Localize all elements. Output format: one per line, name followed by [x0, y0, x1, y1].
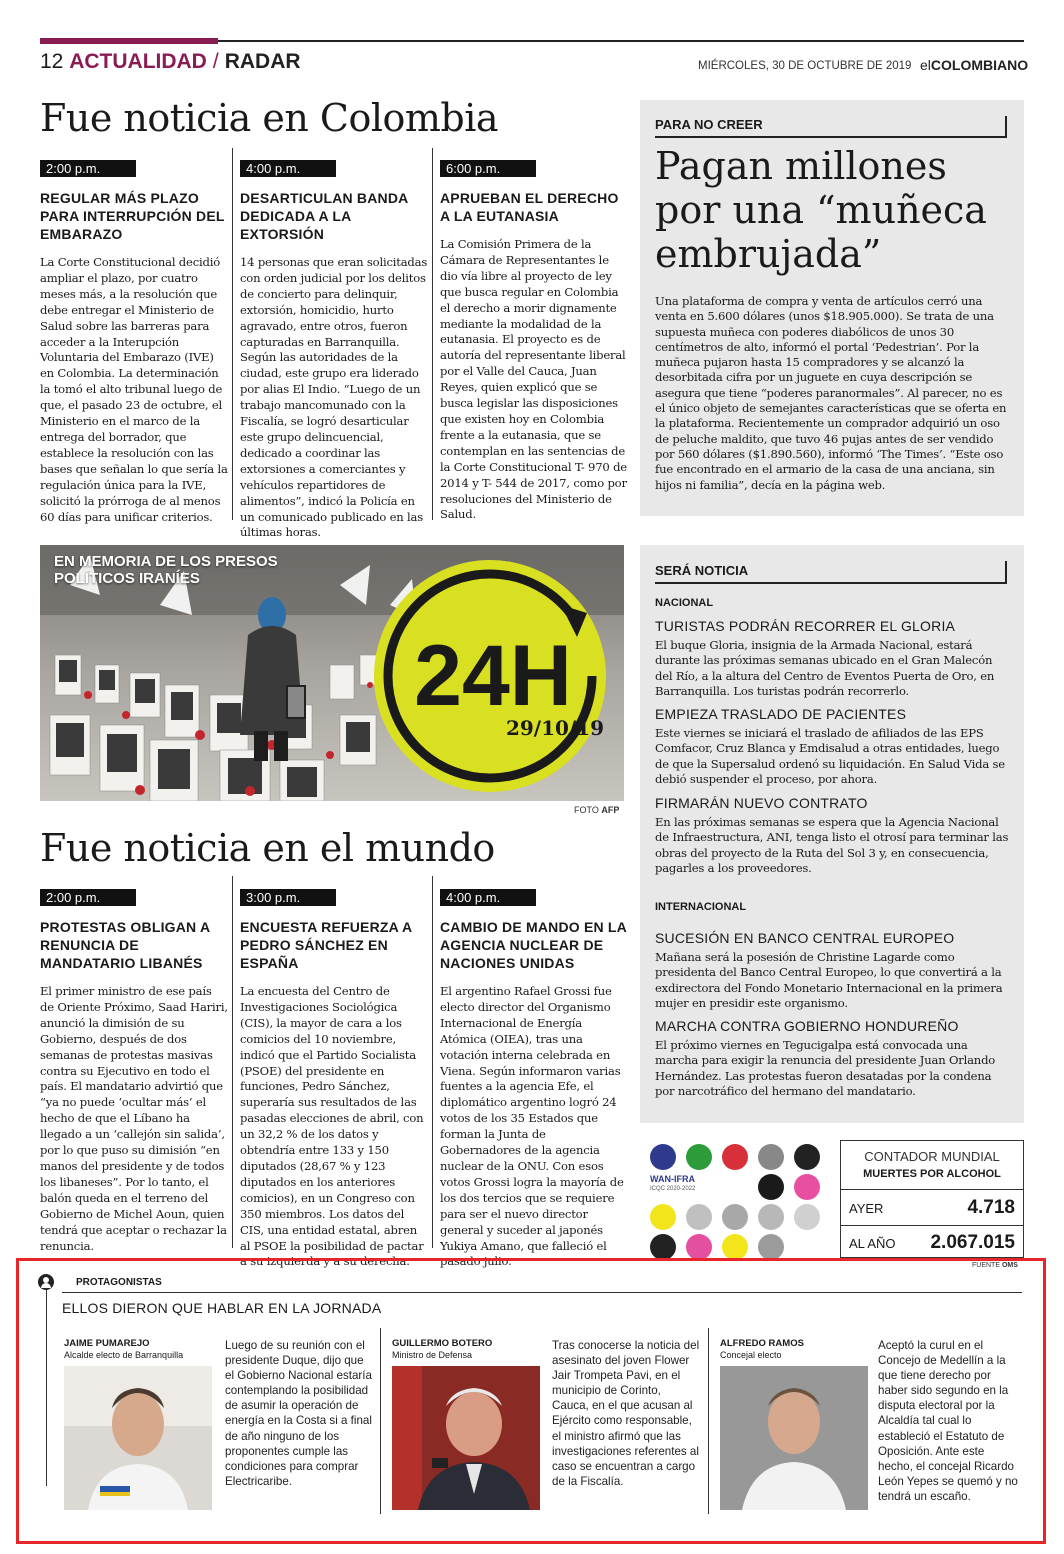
contador-rule	[841, 1225, 1023, 1226]
protagonistas-rule	[62, 1292, 1022, 1293]
24h-badge	[365, 545, 624, 801]
protagonist-role: Alcalde electo de Barranquilla	[64, 1350, 184, 1360]
item-body: El argentino Rafael Grossi fue electo director del Organismo Internacional de Energía Atómica (OIEA), tras una votación interna celebrada en Viena. Según informaron varias fuentes a la agencia Efe, el diplomático argentino logró 24 votos de los 35 Estados que forman la Junta de Gobernadores de la agencia nuclear de la ONU. Con esos votos Grossi logra la mayoría de los dos tercios que se requiere para ser el nuevo director general y suceder al japonés Yukiya Amano, que falleció el pasado julio.	[440, 984, 624, 1269]
color-swatch	[758, 1204, 784, 1230]
colombia-title: Fue noticia en Colombia	[40, 96, 499, 140]
contador-row-value: 4.718	[967, 1197, 1015, 1218]
protagonist-photo	[64, 1366, 212, 1510]
wan-ifra-sub: ICQC 2020-2022	[650, 1186, 696, 1192]
sera-noticia-label: SERÁ NOTICIA	[655, 563, 749, 578]
color-swatch	[794, 1204, 820, 1230]
protagonist-role: Concejal electo	[720, 1350, 782, 1360]
item-body: 14 personas que eran solicitadas con orden judicial por los delitos de concierto para delinquir, extorsión, homicidio, hurto agravado, entre otros, fueron capturadas en Barranquilla. Según las autoridades de la ciudad, este grupo era liderado por alias El Indio. “Luego de un trabajo mancomunado con la Fiscalía, se logró desarticular este grupo delincuencial, dedicado a coordinar las extorsiones a comerciantes y vehículos repartidores de alimentos”, indicó la Policía en un comunicado publicado en las últimas horas.	[240, 255, 428, 540]
wan-ifra-logo: WAN-IFRA	[650, 1174, 695, 1184]
nacional-headline-2: EMPIEZA TRASLADO DE PACIENTES	[655, 706, 907, 722]
time-badge: 3:00 p.m.	[240, 889, 336, 906]
dateline: MIÉRCOLES, 30 DE OCTUBRE DE 2019	[698, 60, 912, 72]
contador-box	[840, 1140, 1024, 1258]
time-badge: 4:00 p.m.	[240, 160, 336, 177]
protagonist-text: Aceptó la curul en el Concejo de Medellín a la que tiene derecho por haber sido segundo en la disputa electoral por la Alcaldía tal cual lo estableció el Estatuto de Oposición. Ante este hecho, el concejal Ricardo León Yepes se quemó y no tendrá un escaño.	[878, 1339, 1018, 1503]
header-accent	[40, 38, 218, 44]
protagonistas-title: ELLOS DIERON QUE HABLAR EN LA JORNADA	[62, 1300, 382, 1316]
label-rule	[655, 582, 1007, 584]
section-name: ACTUALIDAD	[69, 50, 207, 73]
photo-caption: EN MEMORIA DE LOS PRESOS POLÍTICOS IRANÍES	[54, 553, 278, 587]
item-headline: PROTESTAS OBLIGAN A RENUNCIA DE MANDATARIO LIBANÉS	[40, 919, 210, 971]
sera-noticia-box	[640, 545, 1024, 1123]
color-swatch	[758, 1234, 784, 1260]
protagonist-text: Luego de su reunión con el presidente Duque, dijo que el Gobierno Nacional estaría contemplando la posibilidad de asumir la operación de energía en la Costa si a final de año ninguno de los proponentes cumple las condiciones para comprar Electricaribe.	[225, 1339, 372, 1488]
color-swatch	[650, 1204, 676, 1230]
item-headline: REGULAR MÁS PLAZO PARA INTERRUPCIÓN DEL EMBARAZO	[40, 190, 225, 242]
color-swatch	[722, 1234, 748, 1260]
badge-label: 24H	[414, 628, 572, 724]
protagonist-role: Ministro de Defensa	[392, 1350, 473, 1360]
item-body: La Comisión Primera de la Cámara de Representantes le dio vía libre al proyecto de ley que busca regular en Colombia el derecho a morir dignamente mediante la modalidad de la eutanasia. El proyecto es de autoría del representante liberal por el Valle del Cauca, Juan Reyes, quien explicó que se busca legislar las disposiciones que existen hoy en Colombia frente a la eutanasia, que se contemplan en las sentencias de la Corte Constitucional T- 970 de 2014 y T- 544 de 2017, como por resoluciones del Ministerio de Salud.	[440, 237, 627, 522]
column-divider	[432, 148, 433, 520]
mundo-item-3	[440, 887, 628, 1270]
item-body: El primer ministro de ese país de Oriente Próximo, Saad Hariri, anunció la dimisión de su Gobierno, después de dos semanas de protestas masivas contra su Ejecutivo en todo el país. El mandatario advirtió que “ya no puede ‘ocultar más’ el hecho de que el Líbano ha llegado a un ‘callejón sin salida’, por lo que puso su dimisión “en manos del presidente y de todos los libaneses”. Por lo tanto, el balón queda en el terreno del Gobierno de Michel Aoun, quien tendrá que aceptar o rechazar la renuncia.	[40, 984, 228, 1253]
section-header	[40, 50, 301, 74]
color-swatch	[650, 1234, 676, 1260]
item-headline: DESARTICULAN BANDA DEDICADA A LA EXTORSIÓN	[240, 190, 408, 242]
badge-date: 29/10/19	[505, 716, 605, 740]
colombia-item-3	[440, 158, 628, 523]
contador-title: CONTADOR MUNDIAL	[864, 1149, 1000, 1164]
contador-rule	[841, 1189, 1023, 1190]
para-no-creer-box	[640, 100, 1024, 516]
protagonist-photo	[392, 1366, 540, 1510]
color-swatch	[722, 1144, 748, 1170]
person-icon	[38, 1274, 54, 1290]
item-body: La Corte Constitucional decidió ampliar el plazo, por cuatro meses más, a la resolución que debe entregar el Ministerio de Salud sobre las barreras para acceder a la Interupción Voluntaria del Embarazo (IVE) en Colombia. La determinación la tomó el alto tribunal luego de que, el pasado 23 de octubre, el Ministerio en el marco de la entrega del borrador, que establece la resolución con las bases que señalan lo que sería la regulación única para la IVE, solicitó la prórroga de al menos 60 días para unificar criterios.	[40, 255, 228, 524]
protagonistas-vline	[46, 1290, 47, 1486]
nacional-body-3: En las próximas semanas se espera que la Agencia Nacional de Infraestructura, ANI, tenga listo el otrosí para terminar las obras del proyecto de la Ruta del Sol 3 y, en consecuencia, pagarles a los proveedores.	[655, 815, 1009, 875]
color-swatch	[686, 1144, 712, 1170]
para-no-creer-title: Pagan millones por una “muñeca embrujada”	[655, 144, 987, 276]
colombia-item-1	[40, 158, 228, 525]
color-control-bar	[646, 1142, 832, 1260]
time-badge: 6:00 p.m.	[440, 160, 536, 177]
internacional-label: INTERNACIONAL	[655, 901, 747, 913]
nacional-body-2: Este viernes se iniciará el traslado de afiliados de las EPS Comfacor, Cruz Blanca y Emdisalud a otras entidades, luego de que la Supersalud ordenó su liquidación. En Salud Vida se debió suspender el proceso, por ahora.	[655, 726, 1005, 786]
contador-row-value: 2.067.015	[930, 1232, 1015, 1253]
item-headline: ENCUESTA REFUERZA A PEDRO SÁNCHEZ EN ESPAÑA	[240, 919, 412, 971]
item-headline: APRUEBAN EL DERECHO A LA EUTANASIA	[440, 190, 619, 224]
column-divider	[708, 1328, 709, 1514]
mundo-item-1	[40, 887, 228, 1254]
page-number: 12	[40, 50, 64, 73]
color-swatch	[758, 1144, 784, 1170]
nacional-headline-3: FIRMARÁN NUEVO CONTRATO	[655, 795, 868, 811]
column-divider	[232, 876, 233, 1248]
contador-row-label: AYER	[849, 1201, 884, 1216]
label-tick	[1005, 116, 1007, 138]
label-rule	[655, 136, 1007, 138]
internacional-body-1: Mañana será la posesión de Christine Lagarde como presidenta del Banco Central Europeo, lo que convertirá a la exdirectora del Fondo Monetario Internacional en la primera mujer en presidir este organismo.	[655, 950, 1003, 1010]
color-swatch	[722, 1204, 748, 1230]
para-no-creer-label: PARA NO CREER	[655, 117, 763, 132]
nacional-body-1: El buque Gloria, insignia de la Armada Nacional, estará durante las próximas semanas ubicado en el Gran Malecón del Río, a la altura del Centro de Eventos Puerta de Oro, en Barranquilla. Los turistas podrán recorrerlo.	[655, 638, 995, 698]
colombia-item-2	[240, 158, 428, 541]
mundo-item-2	[240, 887, 428, 1270]
item-body: La encuesta del Centro de Investigaciones Sociológica (CIS), la mayor de cara a los comicios del 10 noviembre, indicó que el Partido Socialista (PSOE) del presidente en funciones, Pedro Sánchez, superaría sus resultados de las pasadas elecciones de abril, con un 32,2 % de los datos y obtendría entre 133 y 150 diputados (28,67 % y 123 diputados en los anteriores comicios), en un Congreso con 350 miembros. Los datos del CIS, una entidad estatal, abren al PSOE la posibilidad de pactar a su izquierda y a su derecha.	[240, 984, 424, 1269]
internacional-headline-2: MARCHA CONTRA GOBIERNO HONDUREÑO	[655, 1018, 959, 1034]
internacional-body-2: El próximo viernes en Tegucigalpa está convocada una marcha para exigir la renuncia del presidente Juan Orlando Hernández. Las protestas fueron desatadas por la condena por narcotráfico del hermano del mandatario.	[655, 1038, 996, 1098]
color-swatch	[794, 1174, 820, 1200]
brand-logo: elCOLOMBIANO	[920, 57, 1029, 73]
color-swatch	[758, 1174, 784, 1200]
section-separator: /	[212, 50, 219, 73]
contador-subtitle: MUERTES POR ALCOHOL	[863, 1168, 1001, 1180]
para-no-creer-body: Una plataforma de compra y venta de artículos cerró una venta en 5.600 dólares (unos $18.905.000). Se trata de una supuesta muñeca con poderes diabólicos de unos 30 centímetros de alto, informó el portal ‘Pedestrian’. Por la muñeca pujaron hasta 15 compradores y se alcanzó la desorbitada cifra por un juguete en cuya descripción se asegura que tiene “poderes paranormales”. Al parecer, no es el único objeto de semejantes características que se oferta en la plataforma. Recientemente un comprador adquirió un oso de peluche maldito, que tuvo 46 pujas antes de ser vendido por 560 dólares ($1.890.560), informó ‘The Times’. “Este oso fue encontrado en el armario de la casa de una anciana, sin hijos ni familia”, decía en la página web.	[655, 294, 1007, 492]
label-tick	[1005, 561, 1007, 584]
time-badge: 2:00 p.m.	[40, 889, 136, 906]
column-divider	[432, 876, 433, 1248]
contador-row-label: AL AÑO	[849, 1236, 896, 1251]
color-swatch	[650, 1144, 676, 1170]
column-divider	[380, 1328, 381, 1514]
nacional-label: NACIONAL	[655, 597, 714, 609]
color-swatch	[686, 1204, 712, 1230]
nacional-headline-1: TURISTAS PODRÁN RECORRER EL GLORIA	[655, 618, 956, 634]
protagonist-name: ALFREDO RAMOS	[720, 1338, 804, 1349]
protagonist-name: JAIME PUMAREJO	[64, 1338, 150, 1349]
photo-credit: FOTO AFP	[574, 805, 620, 815]
column-divider	[232, 148, 233, 520]
subsection-name: RADAR	[224, 50, 301, 73]
item-headline: CAMBIO DE MANDO EN LA AGENCIA NUCLEAR DE NACIONES UNIDAS	[440, 919, 627, 971]
contador-source: FUENTE OMS	[972, 1262, 1018, 1269]
time-badge: 2:00 p.m.	[40, 160, 136, 177]
mundo-title: Fue noticia en el mundo	[40, 826, 495, 870]
color-swatch	[686, 1234, 712, 1260]
protagonist-text: Tras conocerse la noticia del asesinato del joven Flower Jair Trompeta Pavi, en el municipio de Corinto, Cauca, en el que acusan al Ejército como responsable, el ministro afirmó que las investigaciones referentes al caso se encuentran a cargo de la Fiscalía.	[552, 1339, 700, 1488]
color-swatch	[794, 1144, 820, 1170]
news-photo	[40, 545, 624, 801]
protagonist-name: GUILLERMO BOTERO	[392, 1338, 493, 1349]
internacional-headline-1: SUCESIÓN EN BANCO CENTRAL EUROPEO	[655, 930, 955, 946]
time-badge: 4:00 p.m.	[440, 889, 536, 906]
protagonistas-label: PROTAGONISTAS	[76, 1277, 162, 1288]
protagonist-photo	[720, 1366, 868, 1510]
